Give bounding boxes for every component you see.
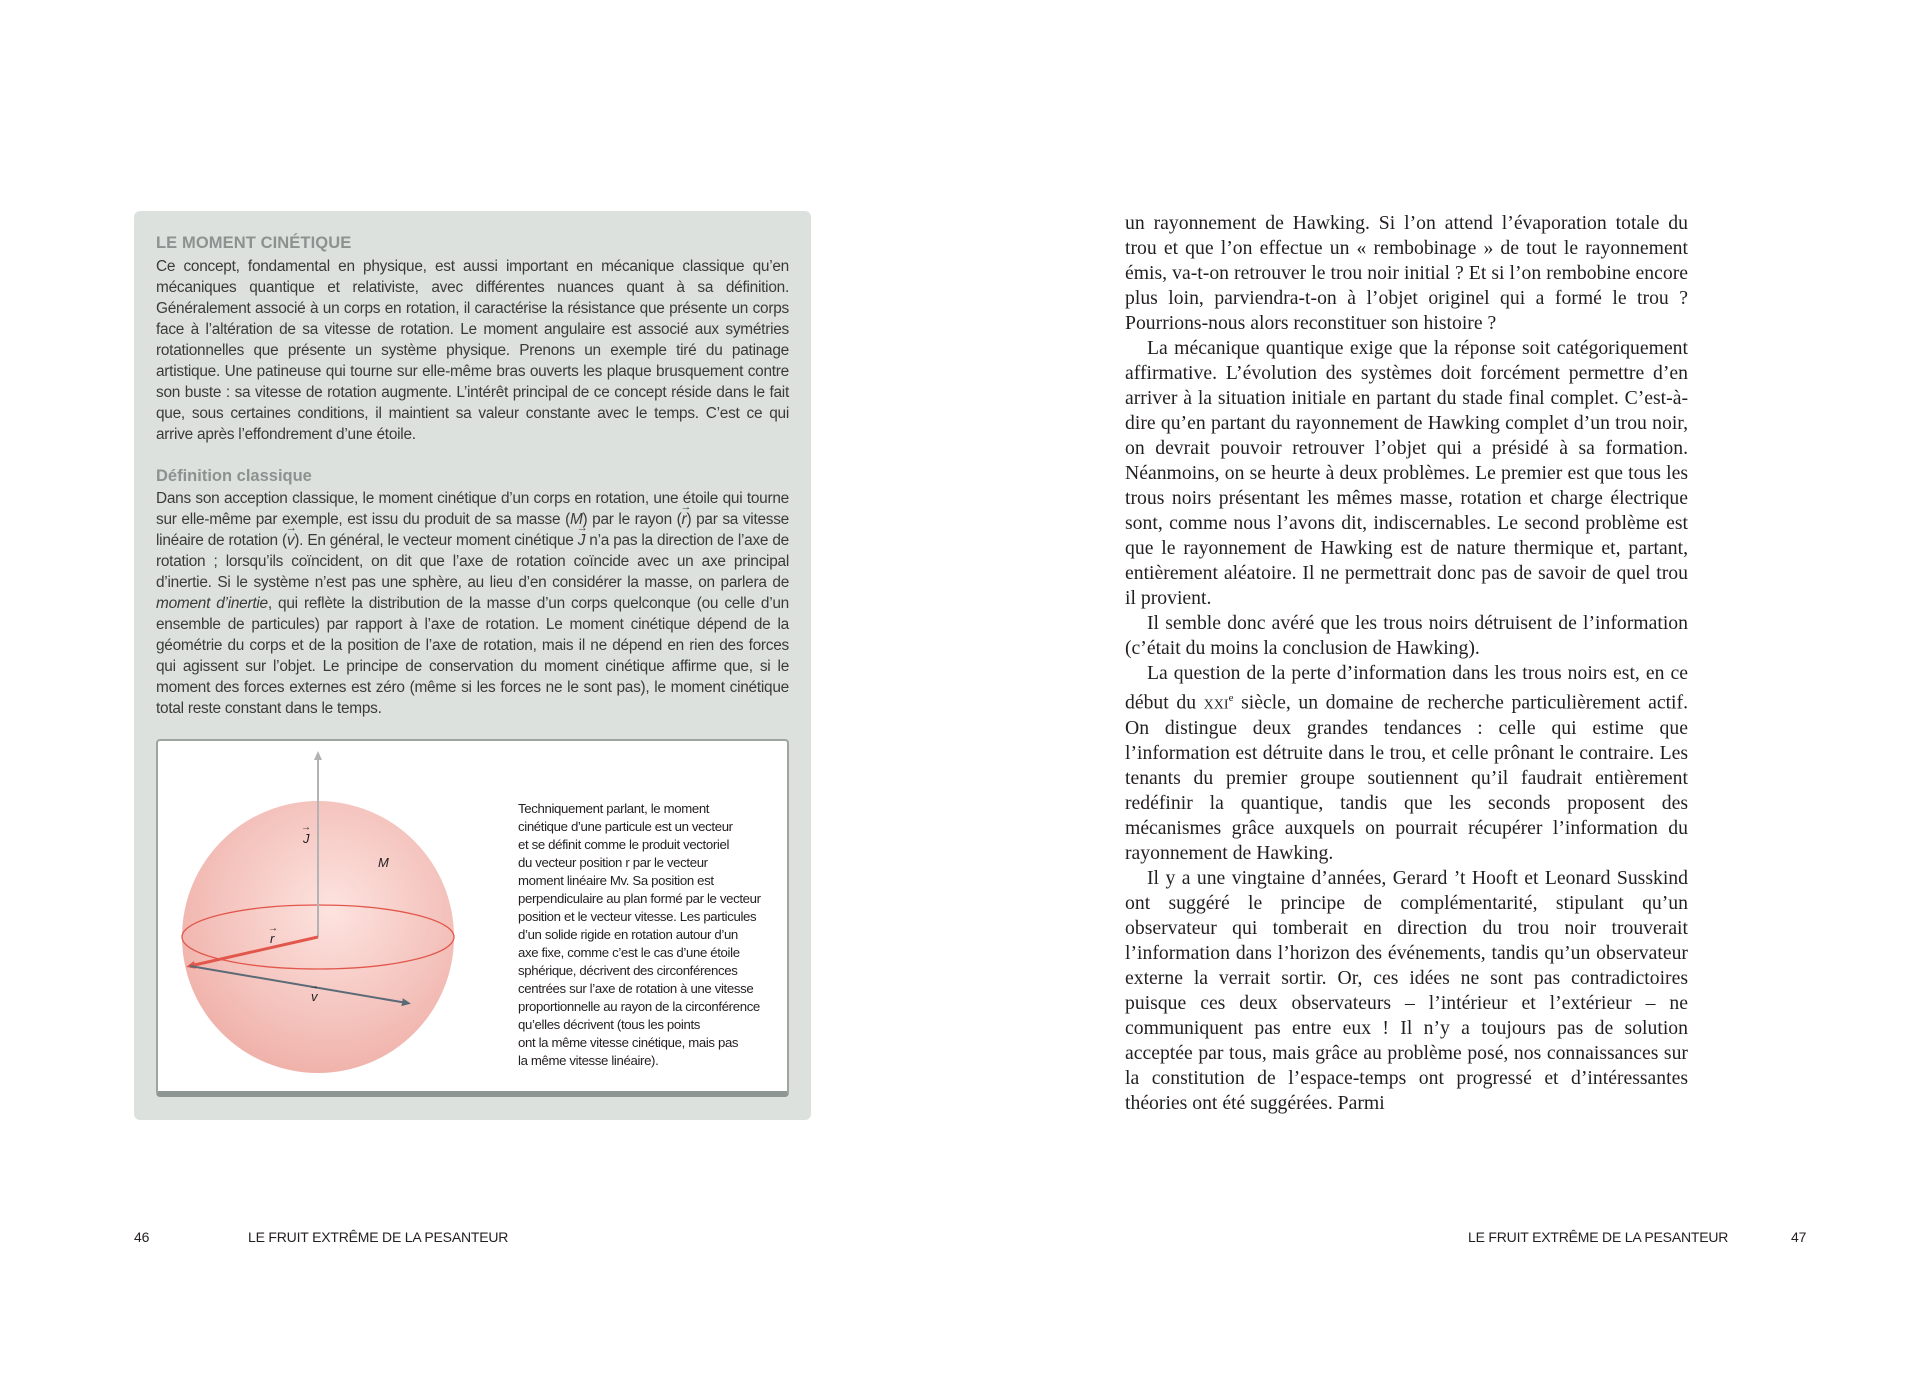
figure-caption — [518, 800, 783, 1070]
sidebar-title: LE MOMENT CINÉTIQUE — [156, 234, 352, 252]
def-text-1: Dans son acception classique, le moment cinétique d’un corps en rotation, une étoile qui tourne sur elle-même par exemple, est issu du produit de sa masse ( — [156, 490, 789, 528]
def-text-3: ) par sa vitesse linéaire de rotation ( — [156, 511, 789, 549]
century-numeral: xxi — [1203, 691, 1229, 714]
sidebar-definition-paragraph — [156, 488, 789, 719]
sidebar-box-moment-cinetique — [134, 211, 811, 1120]
def-text-2: ) par le rayon ( — [582, 511, 682, 528]
body-paragraph: Il y a une vingtaine d’années, Gerard ’t Hooft et Leonard Susskind ont suggéré le principe de complémentarité, stipulant qu’un observateur qui tomberait en direction du trou noir trouverait l’information dans l’horizon des événements, tandis qu’un observateur externe la verrait sortir. Or, ces idées ne sont pas contradictoires puisque ces deux observateurs – l’intérieur et l’extérieur – ne communiquent pas entre eux ! Il n’y a toujours pas de solution acceptée par tous, mais grâce au problème posé, nos connaissances sur la constitution de l’espace-temps ont progressé et d’intéressantes théories ont été suggérées. Parmi — [1125, 866, 1688, 1114]
p4-text-after: siècle, un domaine de recherche particulièrement actif. On distingue deux grandes tendances : celle qui estime que l’information est détruite dans le trou, et celle prônant le contraire. Les tenants du premier groupe soutiennent qu’il faudrait entièrement redéfinir la quantique, tandis que les seconds proposent des mécanismes grâce auxquels on pourrait récupérer l’information du rayonnement de Hawking. — [1125, 691, 1688, 864]
def-text-6: , qui reflète la distribution de la masse d’un corps quelconque (ou celle d’un ensemble de particules) par rapport à l’axe de rotation. Le moment cinétique dépend de la géométrie du corps et de la position de l’axe de rotation, mais il ne dépend en rien des forces qui agissent sur l’objet. Le principe de conservation du moment cinétique affirme que, si le moment des forces externes est zéro (même si les forces ne le sont pas), le moment cinétique total reste constant dans le temps. — [156, 595, 789, 717]
label-M: M — [378, 855, 389, 870]
caption-line: la même vitesse linéaire). — [518, 1053, 659, 1068]
sidebar-subtitle: Définition classique — [156, 467, 312, 485]
body-paragraph: un rayonnement de Hawking. Si l’on attend l’évaporation totale du trou et que l’on effectue un « rembobinage » de tout le rayonnement émis, va-t-on retrouver le trou noir initial ? Et si l’on rembobine encore plus loin, parviendra-t-on à l’objet originel qui a formé le trou ? Pourrions-nous alors reconstituer son histoire ? — [1125, 212, 1688, 334]
left-running-head: LE FRUIT EXTRÊME DE LA PESANTEUR — [248, 1229, 509, 1245]
label-r: r — [270, 931, 275, 946]
right-page-number: 47 — [1791, 1229, 1807, 1245]
sidebar-intro-paragraph: Ce concept, fondamental en physique, est aussi important en mécanique classique qu’en mécaniques quantique et relativiste, avec différentes nuances quant à sa définition. Généralement associé à un corps en rotation, il caractérise la résistance que présente un corps face à l’altération de sa vitesse de rotation. Le moment angulaire est associé aux symétries rotationnelles que présente un système physique. Prenons un exemple tiré du patinage artistique. Une patineuse qui tourne sur elle-même bras ouverts les plaque brusquement contre son buste : sa vitesse de rotation augmente. L’intérêt principal de ce concept réside dans le fait que, sous certaines conditions, il maintient sa valeur constante avec le temps. C’est ce qui arrive après l’effondrement d’une étoile. — [156, 258, 789, 443]
caption-line: du vecteur position r par le vecteur — [518, 855, 708, 870]
caption-line: d’un solide rigide en rotation autour d’un — [518, 927, 738, 942]
caption-line: centrées sur l’axe de rotation à une vitesse — [518, 981, 754, 996]
body-text — [1125, 211, 1688, 1116]
caption-line: position et le vecteur vitesse. Les particules — [518, 909, 757, 924]
caption-line: ont la même vitesse cinétique, mais pas — [518, 1035, 739, 1050]
left-page-number: 46 — [134, 1229, 150, 1245]
right-page — [960, 0, 1920, 1384]
caption-line: qu’elles décrivent (tous les points — [518, 1017, 701, 1032]
label-r-arrow-mark: → — [268, 923, 278, 934]
label-J-arrow-mark: → — [301, 822, 311, 833]
caption-line: proportionnelle au rayon de la circonférence — [518, 999, 760, 1014]
right-running-head: LE FRUIT EXTRÊME DE LA PESANTEUR — [1468, 1229, 1729, 1245]
label-v: v — [311, 989, 318, 1004]
def-text-4: ). En général, le vecteur moment cinétique — [294, 532, 578, 549]
def-velocity-vector: → v — [287, 530, 294, 551]
century-superscript: e — [1228, 692, 1234, 704]
p4-text-before: La question de la perte d’information dans les trous noirs est, en ce début du — [1125, 662, 1688, 714]
def-angular-momentum-vector: → J — [578, 530, 585, 551]
caption-line: moment linéaire Mv. Sa position est — [518, 873, 714, 888]
caption-line: axe fixe, comme c’est le cas d’une étoile — [518, 945, 740, 960]
def-inertia-term: moment d’inertie — [156, 595, 268, 612]
body-paragraph: Il semble donc avéré que les trous noirs détruisent de l’information (c’était du moins la conclusion de Hawking). — [1125, 612, 1688, 659]
body-paragraph — [1125, 661, 1688, 866]
def-text-5: n’a pas la direction de l’axe de rotation ; lorsqu’ils coïncident, on dit que l’axe de rotation coïncide avec un axe principal d’inertie. Si le système n’est pas une sphère, au lieu d’en considérer la masse, on parlera de — [156, 532, 789, 591]
def-mass-symbol: M — [569, 511, 583, 528]
label-J: J — [303, 831, 310, 846]
def-radius-vector: → r — [682, 509, 687, 530]
label-v-arrow-mark: → — [309, 981, 319, 992]
angular-momentum-figure — [156, 739, 789, 1097]
caption-line: et se définit comme le produit vectoriel — [518, 837, 730, 852]
caption-line: perpendiculaire au plan formé par le vecteur — [518, 891, 761, 906]
caption-line: Techniquement parlant, le moment — [518, 801, 710, 816]
caption-line: cinétique d’une particule est un vecteur — [518, 819, 733, 834]
body-paragraph: La mécanique quantique exige que la réponse soit catégoriquement affirmative. L’évolution des systèmes doit forcément permettre d’en arriver à la situation initiale en partant du stade final complet. C’est-à-dire qu’en partant du rayonnement de Hawking complet d’un trou noir, on devrait pouvoir retrouver l’objet qui a présidé à sa formation. Néanmoins, on se heurte à deux problèmes. Le premier est que tous les trous noirs présentant les mêmes masse, rotation et charge électrique sont, comme nous l’avons dit, indiscernables. Le second problème est que le rayonnement de Hawking est de nature thermique et, partant, entièrement aléatoire. Il ne permettrait donc pas de savoir de quel trou il provient. — [1125, 337, 1688, 609]
caption-line: sphérique, décrivent des circonférences — [518, 963, 738, 978]
